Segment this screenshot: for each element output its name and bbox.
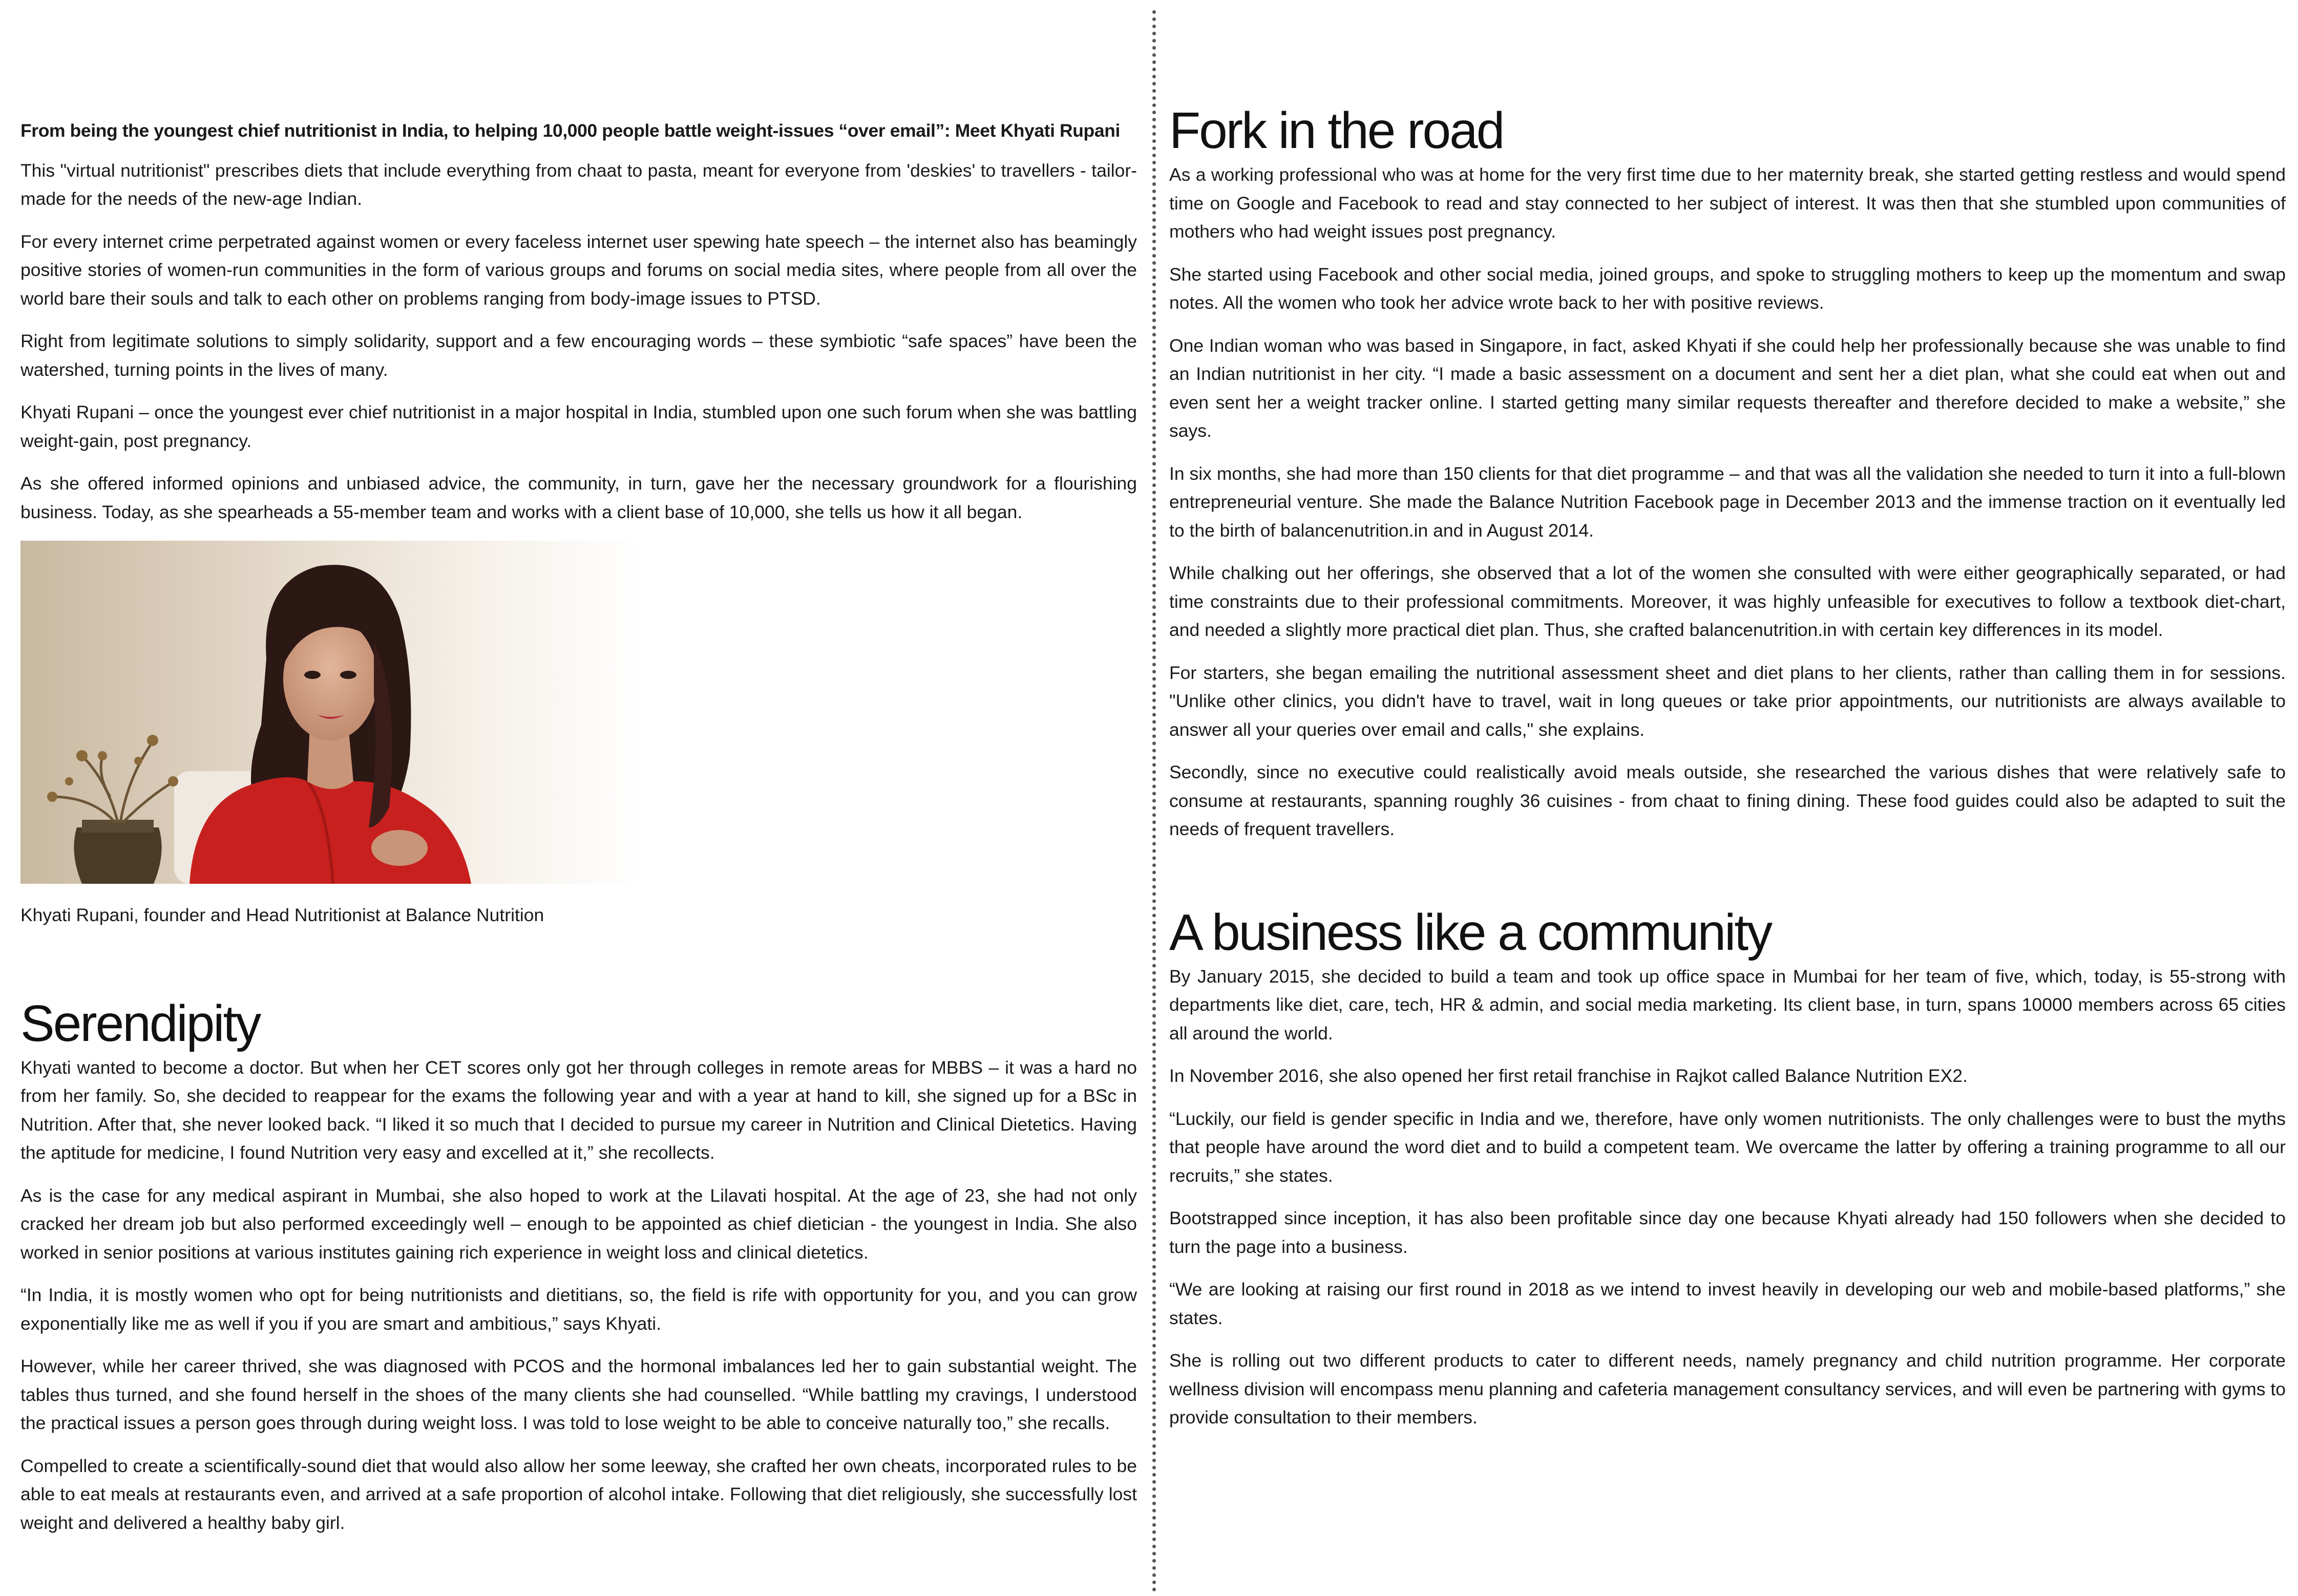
fork-paragraph: For starters, she began emailing the nutritional assessment sheet and diet plans to her clients, rather than calling them in for sessions. "Unlike other clinics, you didn't have to travel, wait in long queues or take prior appointments, our nutritionists are always available to answer all your queries over email and calls," she explains.	[1169, 662, 2286, 740]
left-column	[20, 0, 1137, 1551]
community-paragraph: By January 2015, she decided to build a team and took up office space in Mumbai for her team of five, which, today, is 55-strong with departments like diet, care, tech, HR & admin, and social media marketing. Its client base, in turn, spans 10000 members across 65 cities all around the world.	[1169, 966, 2286, 1044]
fork-paragraph: In six months, she had more than 150 clients for that diet programme – and that was all the validation she needed to turn it into a full-blown entrepreneurial venture. She made the Balance Nutrition Facebook page in December 2013 and the immense traction on it eventually led to the birth of balancenutrition.in and in August 2014.	[1169, 463, 2286, 541]
community-paragraph: “We are looking at raising our first round in 2018 as we intend to invest heavily in developing our web and mobile-based platforms,” she states.	[1169, 1279, 2286, 1328]
serendipity-paragraph: Compelled to create a scientifically-sound diet that would also allow her some leeway, she crafted her own cheats, incorporated rules to be able to eat meals at restaurants even, and arrived at a safe proportion of alcohol intake. Following that diet religiously, she successfully lost weight and delivered a healthy baby girl.	[20, 1455, 1137, 1533]
fork-paragraph: As a working professional who was at home for the very first time due to her maternity break, she started getting restless and would spend time on Google and Facebook to read and stay connected to her subject of interest. It was then that she stumbled upon communities of mothers who had weight issues post pregnancy.	[1169, 164, 2286, 242]
fork-paragraph: She started using Facebook and other social media, joined groups, and spoke to struggling mothers to keep up the momentum and swap notes. All the women who took her advice wrote back to her with positive reviews.	[1169, 264, 2286, 313]
community-paragraph: Bootstrapped since inception, it has also been profitable since day one because Khyati already had 150 followers when she decided to turn the page into a business.	[1169, 1208, 2286, 1257]
fork-paragraph: One Indian woman who was based in Singapore, in fact, asked Khyati if she could help her professionally because she was unable to find an Indian nutritionist in her city. “I made a basic assessment on a document and sent her a diet plan, what she could eat when out and even sent her a weight tracker online. I started getting many similar requests thereafter and therefore decided to make a website,” she says.	[1169, 335, 2286, 441]
serendipity-paragraph: However, while her career thrived, she was diagnosed with PCOS and the hormonal imbalances led her to gain substantial weight. The tables thus turned, and she found herself in the shoes of the many clients she had counselled. “While battling my cravings, I understood the practical issues a person goes through during weight loss. I was told to lose weight to be able to conceive naturally too,” she recalls.	[20, 1356, 1137, 1433]
fork-paragraph: Secondly, since no executive could realistically avoid meals outside, she researched the various dishes that were relatively safe to consume at restaurants, spanning roughly 36 cuisines - from chaat to fining dining. These food guides could also be adapted to suit the needs of frequent travellers.	[1169, 762, 2286, 839]
section-title-serendipity: Serendipity	[20, 994, 260, 1052]
article-headline: From being the youngest chief nutritionist in India, to helping 10,000 people battle weight-issues “over email”: Meet Khyati Rupani	[20, 120, 1120, 141]
serendipity-paragraph: “In India, it is mostly women who opt for being nutritionists and dietitians, so, the field is rife with opportunity for you, and you can grow exponentially like me as well if you if you are smart and ambitious,” says Khyati.	[20, 1285, 1137, 1334]
serendipity-paragraph: Khyati wanted to become a doctor. But when her CET scores only got her through colleges in remote areas for MBBS – it was a hard no from her family. So, she decided to reappear for the exams the following year and with a year at hand to kill, she signed up for a BSc in Nutrition. After that, she never looked back. “I liked it so much that I decided to pursue my career in Nutrition and Clinical Dietetics. Having the aptitude for medicine, I found Nutrition very easy and excelled at it,” she recollects.	[20, 1057, 1137, 1163]
column-divider	[1152, 10, 1156, 1592]
intro-paragraph: Khyati Rupani – once the youngest ever chief nutritionist in a major hospital in India, stumbled upon one such forum when she was battling weight-gain, post pregnancy.	[20, 402, 1137, 451]
intro-paragraph: For every internet crime perpetrated against women or every faceless internet user spewing hate speech – the internet also has beamingly positive stories of women-run communities in the form of various groups and forums on social media sites, where people from all over the world bare their souls and talk to each other on problems ranging from body-image issues to PTSD.	[20, 231, 1137, 309]
intro-paragraph: As she offered informed opinions and unbiased advice, the community, in turn, gave her the necessary groundwork for a flourishing business. Today, as she spearheads a 55-member team and works with a client base of 10,000, she tells us how it all began.	[20, 473, 1137, 522]
section-title-fork: Fork in the road	[1169, 102, 1504, 159]
section-title-community: A business like a community	[1169, 903, 1772, 961]
right-column	[1169, 0, 2286, 1446]
photo-caption: Khyati Rupani, founder and Head Nutritionist at Balance Nutrition	[20, 905, 544, 925]
founder-photo	[20, 541, 640, 884]
community-paragraph: In November 2016, she also opened her first retail franchise in Rajkot called Balance Nutrition EX2.	[1169, 1066, 1968, 1086]
intro-paragraph: Right from legitimate solutions to simply solidarity, support and a few encouraging words – these symbiotic “safe spaces” have been the watershed, turning points in the lives of many.	[20, 331, 1137, 380]
founder-photo-illustration	[20, 541, 640, 884]
community-paragraph: “Luckily, our field is gender specific in India and we, therefore, have only women nutritionists. The only challenges were to bust the myths that people have around the word diet and to build a competent team. We overcame the latter by offering a training programme to all our recruits,” she states.	[1169, 1108, 2286, 1186]
community-paragraph: She is rolling out two different products to cater to different needs, namely pregnancy and child nutrition programme. Her corporate wellness division will encompass menu planning and cafeteria management consultancy services, and will even be partnering with gyms to provide consultation to their members.	[1169, 1350, 2286, 1428]
fork-paragraph: While chalking out her offerings, she observed that a lot of the women she consulted with were either geographically separated, or had time constraints due to their professional commitments. Moreover, it was highly unfeasible for executives to follow a textbook diet-chart, and needed a slightly more practical diet plan. Thus, she crafted balancenutrition.in with certain key differences in its model.	[1169, 563, 2286, 640]
intro-paragraph: This "virtual nutritionist" prescribes diets that include everything from chaat to pasta, meant for everyone from 'deskies' to travellers - tailor-made for the needs of the new-age Indian.	[20, 160, 1137, 209]
serendipity-paragraph: As is the case for any medical aspirant in Mumbai, she also hoped to work at the Lilavati hospital. At the age of 23, she had not only cracked her dream job but also performed exceedingly well – enough to be appointed as chief dietician - the youngest in India. She also worked in senior positions at various institutes gaining rich experience in weight loss and clinical dietetics.	[20, 1185, 1137, 1263]
